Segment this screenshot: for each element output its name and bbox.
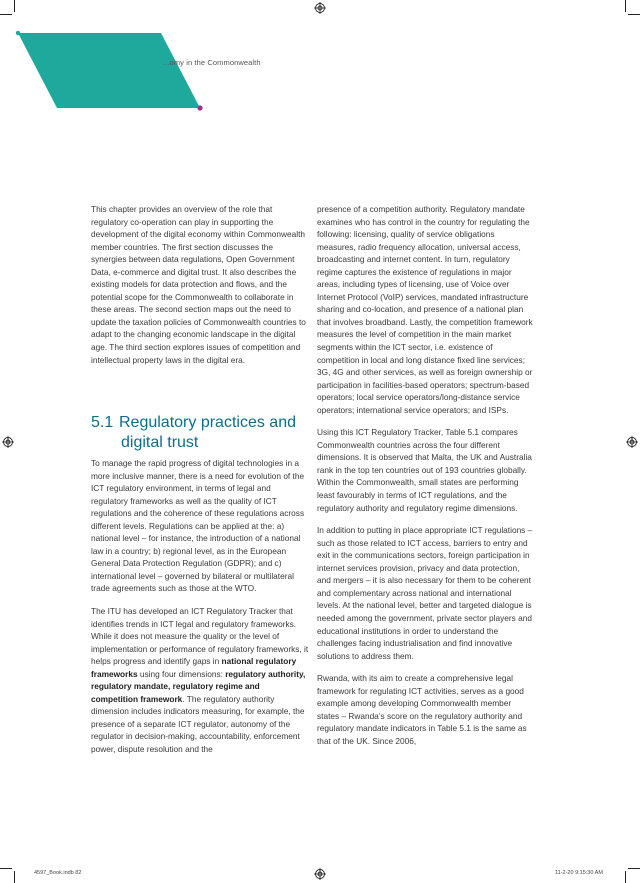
section-title-line1: Regulatory practices and	[119, 414, 296, 431]
registration-mark-icon	[314, 868, 326, 880]
section-title-line2: digital trust	[121, 434, 199, 451]
bold-term: regulatory authority, regulatory mandate, regulatory regime and competition framework	[91, 668, 306, 704]
crop-mark	[628, 14, 640, 15]
crop-mark	[14, 0, 15, 12]
header-banner	[0, 0, 640, 120]
footer-file-slug: 4597_Book.indb 82	[34, 870, 82, 876]
body-paragraph: In addition to putting in place appropriate ICT regulations – such as those related to ICT access, barriers to entry and exit in the communications sectors, foreign participation in internet services provision, privacy and data protection, and mergers – it is also necessary for them to be coherent and complementary across national and international levels. At the national level, better and targeted dialogue is needed among the government, private sector players and educational institutions in order to understand the challenges facing industrialisation and find innovative solutions to address them.	[317, 525, 533, 661]
accent-dot-magenta	[197, 105, 202, 110]
running-head: ...omy in the Commonwealth	[163, 58, 261, 67]
section-heading	[91, 413, 309, 453]
body-paragraph: The ITU has developed an ICT Regulatory Tracker that identifies trends in ICT legal and regulatory frameworks. While it does not measure the quality or the level of implementation or performance of regulatory frameworks, it helps progress and identify gaps in national regulatory frameworks using four dimensions: regulatory authority, regulatory mandate, regulatory regime and competition framework. The regulatory authority dimension includes indicators measuring, for example, the presence of a separate ICT regulator, autonomy of the regulator in decision-making, accountability, enforcement power, dispute resolution and the	[91, 606, 309, 755]
accent-dot	[16, 31, 20, 35]
crop-mark	[628, 868, 640, 869]
body-paragraph: Rwanda, with its aim to create a comprehensive legal framework for regulating ICT activities, serves as a good example among developing Commonwealth member states – Rwanda’s score on the regulatory authority and regulatory mandate indicators in Table 5.1 is the same as that of the UK. Since 2006,	[317, 673, 527, 746]
crop-mark	[0, 868, 12, 869]
body-paragraph: presence of a competition authority. Regulatory mandate examines who has control in the country for regulating the following: licensing, quality of service obligations measures, radio frequency allocation, universal access, broadcasting and internet content. In turn, regulatory regime captures the existence of regulations in major areas, including types of licensing, use of Voice over Internet Protocol (VoIP) services, mandated infrastructure sharing and co-location, and presence of a national plan that involves broadband. Lastly, the competition framework measures the level of competition in the main market segments within the ICT sector, i.e. existence of competition in local and long distance fixed line services; 3G, 4G and other services, as well as foreign ownership or participation in facilities-based operators; spectrum-based operators; local service operators/long-distance service operators; international service operators; and ISPs.	[317, 204, 533, 415]
registration-mark-icon	[626, 436, 638, 448]
registration-mark-icon	[2, 436, 14, 448]
teal-parallelogram	[18, 33, 200, 108]
bold-term: national regulatory frameworks	[91, 656, 297, 679]
left-column-body	[91, 457, 309, 766]
crop-mark	[14, 871, 15, 883]
intro-paragraph: This chapter provides an overview of the role that regulatory co-operation can play in supporting the development of the digital economy within Commonwealth member countries. The first section discusses the synergies between data regulations, Open Government Data, e-commerce and digital trust. It also describes the existing models for data protection and flows, and the potential scope for the Commonwealth to collaborate in these areas. The second section maps out the need to update the taxation policies of Commonwealth countries to adapt to the changing economic landscape in the digital age. The third section explores issues of competition and intellectual property laws in the digital era.	[91, 204, 306, 365]
footer-timestamp: 11-2-20 9:15:30 AM	[555, 870, 603, 876]
right-column	[317, 203, 535, 757]
section-number: 5.1	[91, 414, 114, 431]
crop-mark	[0, 14, 12, 15]
body-paragraph: Using this ICT Regulatory Tracker, Table 5.1 compares Commonwealth countries across the four different dimensions. It is observed that Malta, the UK and Australia rank in the top ten countries out of 193 countries globally. Within the Commonwealth, small states are performing least favourably in terms of ICT regulations, and the regulatory authority and regulatory regime dimensions.	[317, 427, 532, 513]
crop-mark	[625, 871, 626, 883]
left-column-intro	[91, 203, 309, 376]
body-paragraph: To manage the rapid progress of digital technologies in a more inclusive manner, there is a need for evolution of the ICT regulatory environment, in terms of legal and regulatory frameworks as well as the quality of ICT regulations and the coherence of these regulations across different levels. Regulations can be applied at the: a) national level – for instance, the introduction of a national law in a country; b) regional level, as in the European General Data Protection Regulation (GDPR); and c) international level – governed by bilateral or multilateral trade agreements such as those at the WTO.	[91, 458, 305, 594]
crop-mark	[625, 0, 626, 12]
registration-mark-icon	[314, 2, 326, 14]
